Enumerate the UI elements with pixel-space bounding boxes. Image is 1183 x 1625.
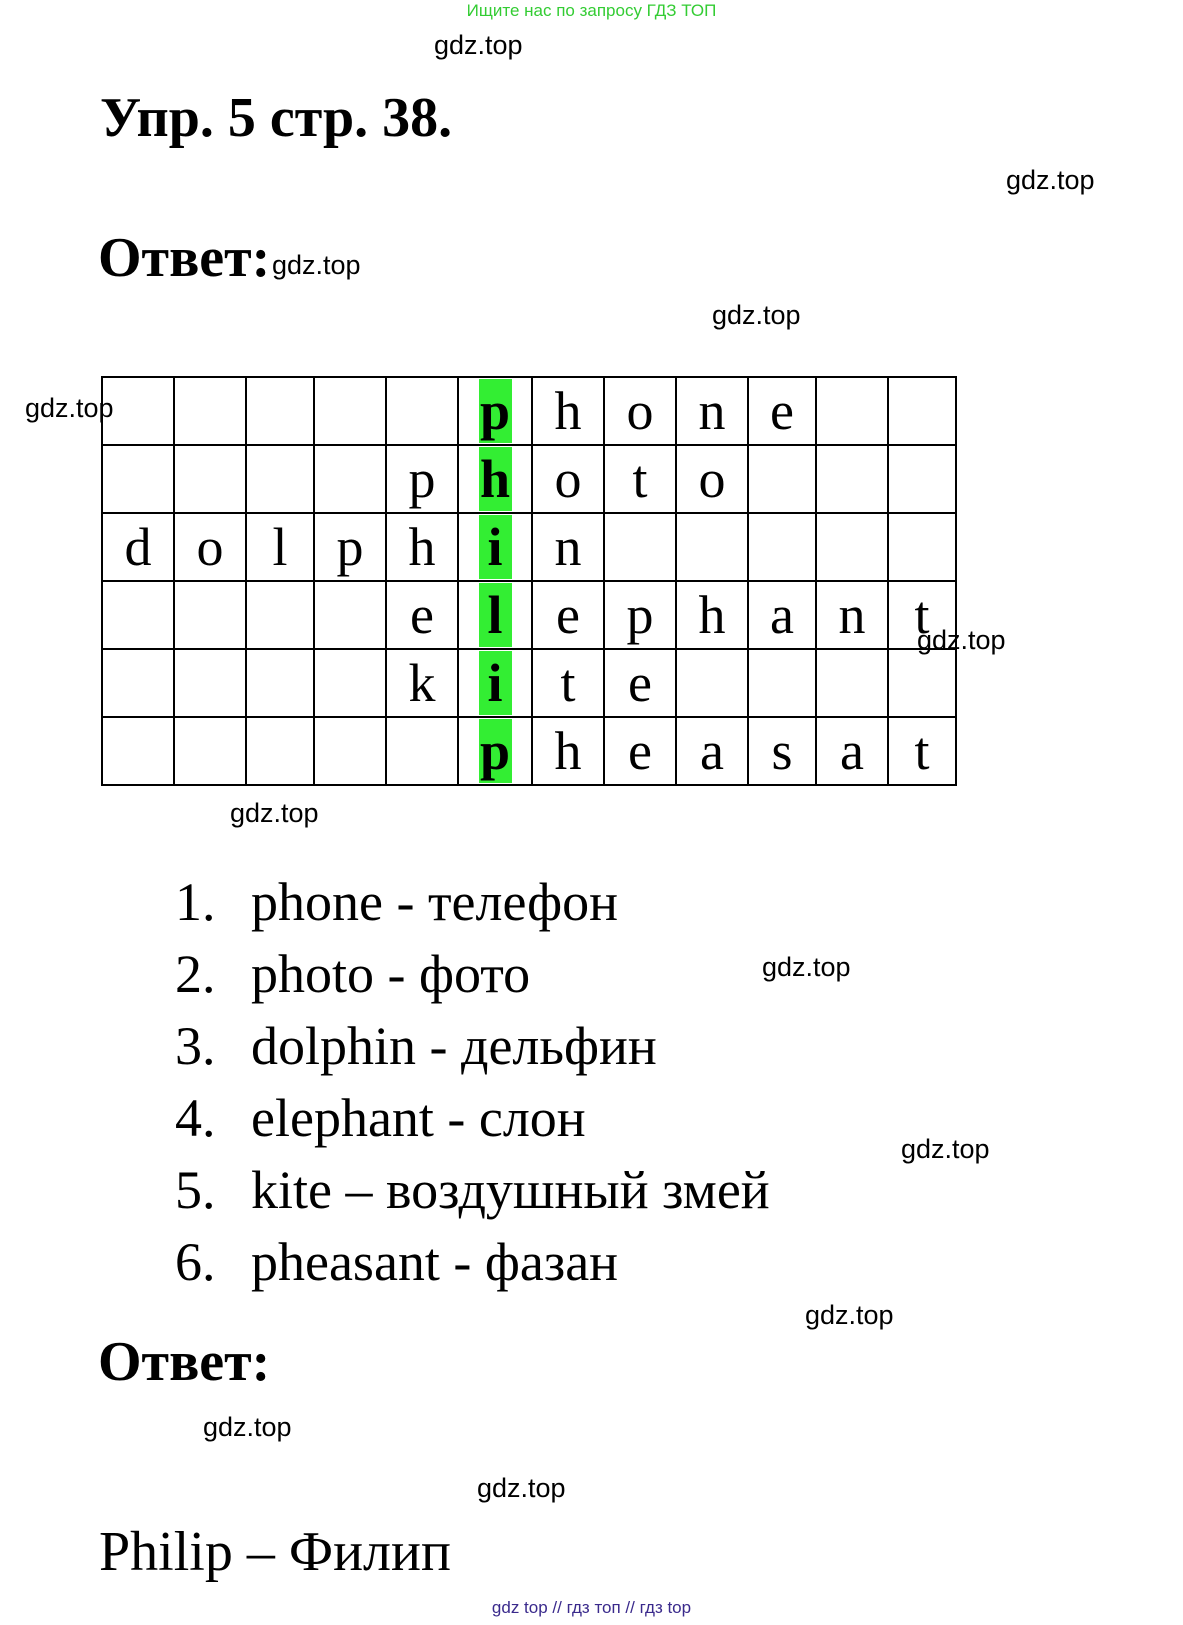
item-text: kite – воздушный змей [251, 1160, 770, 1220]
crossword-cell: s [748, 717, 816, 785]
crossword-cell [174, 581, 246, 649]
watermark: gdz.top [805, 1300, 894, 1330]
crossword-cell [888, 445, 956, 513]
crossword-cell [386, 377, 458, 445]
item-text: dolphin - дельфин [251, 1016, 657, 1076]
crossword-cell [314, 581, 386, 649]
crossword-cell [888, 513, 956, 581]
crossword-cell [816, 513, 888, 581]
crossword-cell: n [532, 513, 604, 581]
watermark: gdz.top [272, 250, 361, 280]
crossword-cell [102, 717, 174, 785]
item-number: 6. [175, 1232, 216, 1292]
watermark: gdz.top [230, 798, 319, 828]
crossword-cell [816, 445, 888, 513]
crossword-cell: h [532, 717, 604, 785]
crossword-cell: e [604, 717, 676, 785]
crossword-cell: o [604, 377, 676, 445]
key-letter-highlight: p [479, 721, 511, 781]
crossword-cell [246, 581, 314, 649]
crossword-cell [246, 377, 314, 445]
crossword-cell: e [532, 581, 604, 649]
crossword-cell: h [676, 581, 748, 649]
crossword-cell: l [246, 513, 314, 581]
crossword-cell: a [676, 717, 748, 785]
crossword-cell: o [174, 513, 246, 581]
list-item [175, 1154, 770, 1226]
crossword-cell [604, 513, 676, 581]
crossword-cell [458, 581, 532, 649]
crossword-overflow-letter: t [914, 721, 930, 781]
crossword-row [102, 377, 956, 445]
key-letter-highlight: p [479, 381, 511, 441]
key-letter-highlight: l [479, 583, 512, 647]
crossword-cell [676, 649, 748, 717]
crossword-cell: h [532, 377, 604, 445]
crossword-cell [314, 717, 386, 785]
crossword-cell [314, 377, 386, 445]
item-text: phone - телефон [251, 872, 618, 932]
crossword-cell [246, 717, 314, 785]
watermark: gdz.top [762, 952, 851, 982]
crossword-cell: e [386, 581, 458, 649]
key-letter-highlight: i [479, 515, 512, 579]
crossword-cell [458, 445, 532, 513]
crossword-cell [458, 649, 532, 717]
key-letter-highlight: i [479, 651, 512, 715]
crossword-cell [102, 445, 174, 513]
watermark: gdz.top [901, 1134, 990, 1164]
crossword-cell [816, 649, 888, 717]
crossword-cell [314, 649, 386, 717]
item-number: 5. [175, 1160, 216, 1220]
crossword-cell [174, 377, 246, 445]
list-item [175, 866, 770, 938]
page-title: Упр. 5 стр. 38. [100, 87, 453, 149]
crossword-cell: o [676, 445, 748, 513]
watermark: gdz.top [477, 1473, 566, 1503]
crossword-cell [458, 513, 532, 581]
watermark: gdz.top [1006, 165, 1095, 195]
top-banner[interactable]: Ищите нас по запросу ГДЗ ТОП [466, 1, 717, 20]
crossword-cell [102, 581, 174, 649]
crossword-cell: t [888, 581, 956, 649]
watermark: gdz.top [203, 1412, 292, 1442]
item-number: 4. [175, 1088, 216, 1148]
list-item [175, 1082, 770, 1154]
crossword-cell: p [386, 445, 458, 513]
crossword-cell: p [314, 513, 386, 581]
crossword-cell: h [386, 513, 458, 581]
answer-heading-2: Ответ: [98, 1331, 271, 1393]
crossword-cell: n [816, 581, 888, 649]
crossword-cell: a [748, 581, 816, 649]
item-text: pheasant - фазан [251, 1232, 619, 1292]
crossword-cell [748, 445, 816, 513]
crossword-cell [748, 649, 816, 717]
crossword-cell [386, 717, 458, 785]
crossword-cell: n [676, 377, 748, 445]
list-item [175, 1226, 770, 1298]
crossword-cell [888, 717, 956, 785]
crossword-cell [314, 445, 386, 513]
crossword-row [102, 445, 956, 513]
answer-heading: Ответ: [98, 227, 271, 289]
crossword-cell [748, 513, 816, 581]
item-number: 1. [175, 872, 216, 932]
item-number: 2. [175, 944, 216, 1004]
crossword-cell: p [604, 581, 676, 649]
key-letter-highlight: h [479, 449, 511, 509]
watermark: gdz.top [25, 393, 114, 423]
crossword-cell: e [748, 377, 816, 445]
crossword-cell [246, 445, 314, 513]
crossword-cell [458, 717, 532, 785]
crossword-grid [101, 376, 957, 786]
watermark: gdz.top [917, 625, 1006, 655]
crossword-cell [174, 649, 246, 717]
crossword-cell [676, 513, 748, 581]
watermark: gdz.top [712, 300, 801, 330]
crossword-cell [102, 649, 174, 717]
crossword-cell [174, 717, 246, 785]
crossword-cell: e [604, 649, 676, 717]
answer-text: Philip – Филип [99, 1521, 451, 1583]
item-number: 3. [175, 1016, 216, 1076]
crossword-row [102, 649, 956, 717]
item-text: elephant - слон [251, 1088, 586, 1148]
crossword-row [102, 717, 956, 785]
crossword-cell: d [102, 513, 174, 581]
list-item [175, 938, 770, 1010]
crossword-cell [888, 377, 956, 445]
watermark: gdz.top [434, 30, 523, 60]
crossword-cell [816, 377, 888, 445]
crossword-row [102, 581, 956, 649]
crossword-cell: t [604, 445, 676, 513]
crossword-cell: o [532, 445, 604, 513]
list-item [175, 1010, 770, 1082]
item-text: photo - фото [251, 944, 531, 1004]
crossword-cell [174, 445, 246, 513]
crossword-cell: t [532, 649, 604, 717]
crossword-cell [888, 649, 956, 717]
word-list [175, 866, 770, 1298]
crossword-cell [458, 377, 532, 445]
crossword-cell: k [386, 649, 458, 717]
crossword-cell [246, 649, 314, 717]
crossword-cell: a [816, 717, 888, 785]
bottom-banner[interactable]: gdz top // гдз топ // гдз top [491, 1598, 692, 1617]
crossword-row [102, 513, 956, 581]
